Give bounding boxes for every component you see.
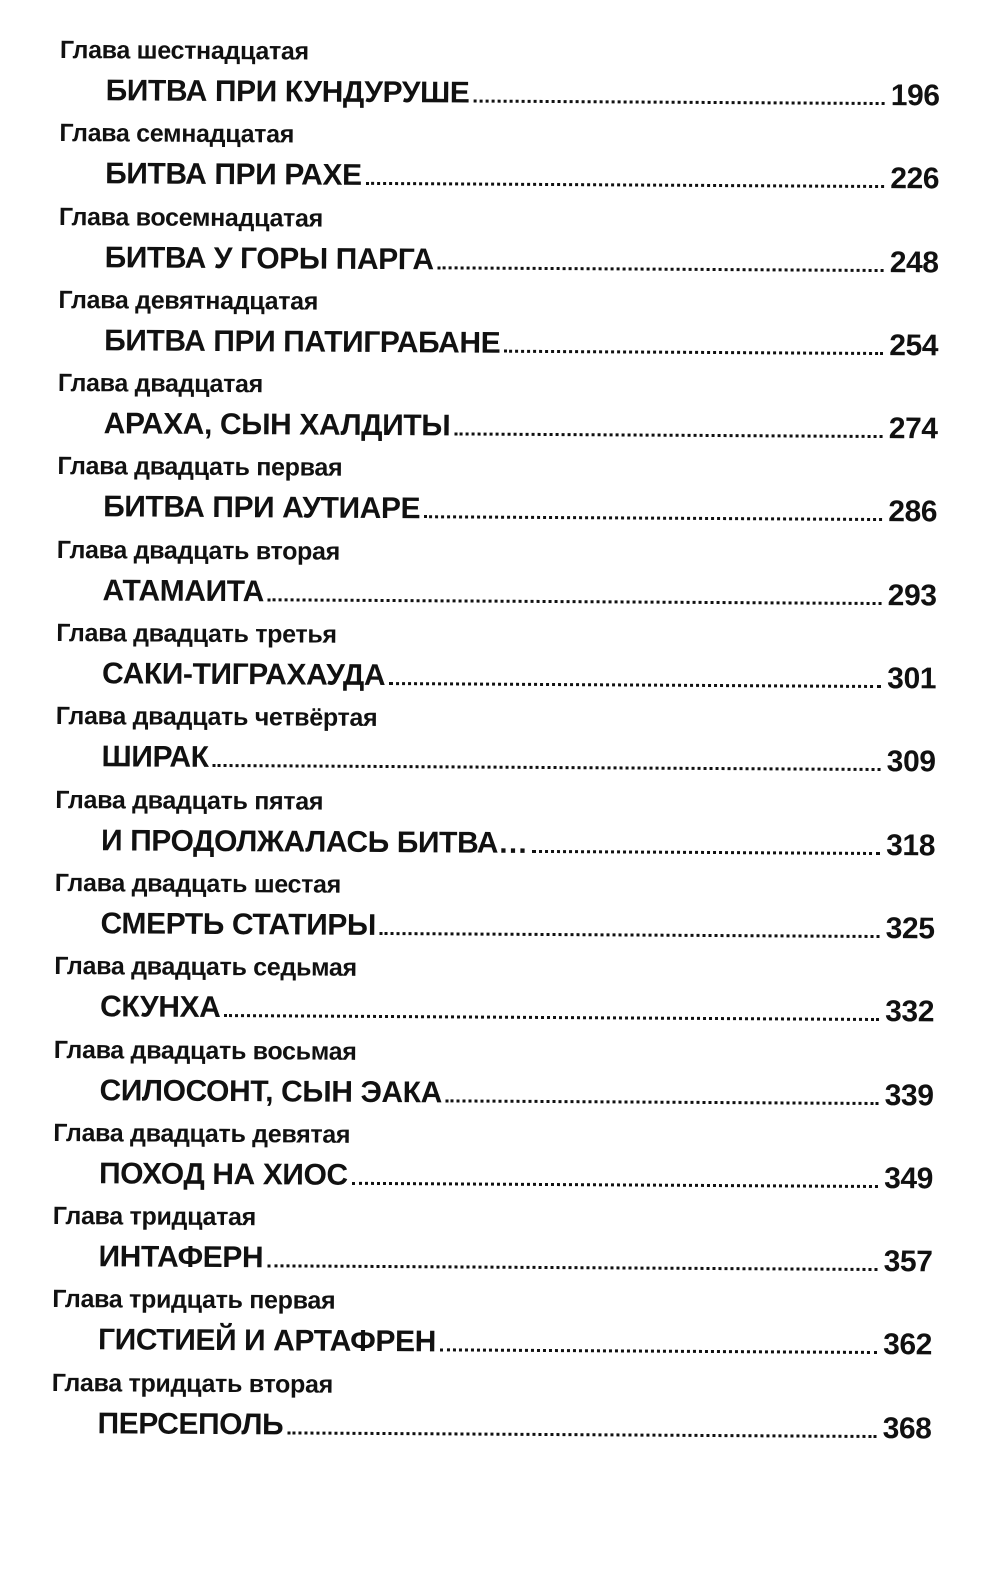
chapter-title: ШИРАК — [101, 740, 209, 775]
chapter-title: БИТВА ПРИ РАХЕ — [105, 157, 362, 193]
chapter-title: БИТВА ПРИ ПАТИГРАБАНЕ — [104, 324, 501, 360]
page-number: 349 — [884, 1161, 934, 1196]
chapter-label: Глава тридцать первая — [52, 1285, 336, 1316]
dot-leader — [366, 182, 885, 188]
chapter-label: Глава двадцатая — [57, 369, 264, 399]
toc-entry[interactable] — [57, 452, 937, 541]
dot-leader — [267, 1264, 877, 1271]
dot-leader — [440, 1349, 877, 1355]
chapter-label: Глава двадцать третья — [56, 619, 337, 649]
toc-entry[interactable] — [53, 1119, 933, 1208]
dot-leader — [438, 266, 884, 272]
page-number: 357 — [883, 1245, 933, 1279]
title-line — [104, 324, 938, 363]
dot-leader — [352, 1182, 878, 1188]
chapter-title: БИТВА У ГОРЫ ПАРГА — [104, 240, 434, 276]
dot-leader — [224, 1014, 879, 1021]
toc-entry[interactable] — [52, 1285, 932, 1374]
dot-leader — [424, 516, 882, 522]
page-number: 301 — [887, 662, 937, 696]
chapter-label: Глава девятнадцатая — [58, 285, 319, 316]
title-line — [100, 907, 934, 946]
toc-entry[interactable] — [55, 702, 935, 791]
title-line — [105, 241, 939, 280]
title-line — [105, 158, 939, 197]
chapter-label: Глава двадцать девятая — [53, 1118, 351, 1149]
title-line — [100, 991, 934, 1030]
page-number: 309 — [886, 745, 936, 779]
page-number: 254 — [889, 328, 939, 363]
toc-entry[interactable] — [59, 119, 939, 208]
title-line — [102, 657, 936, 696]
dot-leader — [268, 598, 882, 605]
chapter-title: БИТВА ПРИ АУТИАРЕ — [103, 490, 421, 526]
toc-entry[interactable] — [59, 36, 939, 125]
chapter-label: Глава двадцать вторая — [56, 535, 341, 566]
title-line — [101, 824, 935, 863]
dot-leader — [389, 682, 881, 688]
dot-leader — [380, 932, 880, 938]
dot-leader — [446, 1099, 879, 1105]
toc-entry[interactable] — [54, 869, 934, 958]
title-line — [103, 491, 937, 530]
toc-entry[interactable] — [57, 369, 937, 458]
chapter-title: ПОХОД НА ХИОС — [98, 1157, 348, 1192]
chapter-label: Глава двадцать восьмая — [53, 1035, 357, 1066]
title-line — [98, 1240, 932, 1279]
page-number: 286 — [888, 495, 938, 529]
chapter-title: ИНТАФЕРН — [98, 1240, 264, 1275]
title-line — [101, 741, 935, 780]
page-number: 226 — [890, 162, 940, 196]
page-number: 196 — [890, 79, 940, 113]
chapter-label: Глава двадцать седьмая — [54, 952, 357, 983]
page-number: 362 — [883, 1328, 933, 1362]
title-line — [99, 1157, 933, 1196]
chapter-title: СИЛОСОНТ, СЫН ЭАКА — [99, 1073, 442, 1109]
chapter-label: Глава двадцать первая — [57, 452, 343, 483]
dot-leader — [454, 433, 883, 439]
toc-entry[interactable] — [55, 786, 935, 875]
chapter-title: СКУНХА — [99, 990, 221, 1025]
toc-entry[interactable] — [58, 286, 938, 375]
chapter-title: БИТВА ПРИ КУНДУРУШЕ — [105, 74, 470, 110]
title-line — [106, 74, 940, 113]
chapter-label: Глава двадцать пятая — [55, 785, 324, 816]
chapter-label: Глава двадцать шестая — [54, 868, 342, 899]
title-line — [99, 1074, 933, 1113]
chapter-title: АТАМАИТА — [102, 574, 265, 609]
chapter-label: Глава тридцатая — [52, 1202, 257, 1232]
toc-entry[interactable] — [52, 1202, 932, 1291]
chapter-label: Глава тридцать вторая — [51, 1368, 334, 1399]
toc-entry[interactable] — [56, 536, 936, 625]
chapter-label: Глава двадцать четвёртая — [55, 702, 378, 733]
chapter-title: ГИСТИЕЙ И АРТАФРЕН — [97, 1323, 437, 1359]
chapter-title: САКИ-ТИГРАХАУДА — [102, 657, 386, 693]
page-number: 332 — [885, 995, 935, 1029]
chapter-title: И ПРОДОЛЖАЛАСЬ БИТВА… — [100, 823, 528, 860]
toc-entry[interactable] — [58, 203, 938, 292]
toc-entry[interactable] — [54, 952, 934, 1041]
title-line — [98, 1324, 932, 1363]
toc-entry[interactable] — [56, 619, 936, 708]
chapter-title: АРАХА, СЫН ХАЛДИТЫ — [103, 407, 451, 443]
chapter-title: СМЕРТЬ СТАТИРЫ — [100, 907, 376, 942]
chapter-label: Глава восемнадцатая — [58, 202, 324, 233]
toc-entry[interactable] — [53, 1036, 933, 1125]
chapter-title: ПЕРСЕПОЛЬ — [97, 1407, 284, 1442]
page-number: 325 — [885, 912, 935, 946]
toc-entry[interactable] — [51, 1369, 931, 1458]
page-number: 293 — [887, 578, 937, 613]
dot-leader — [504, 350, 883, 355]
page-number: 248 — [889, 245, 939, 279]
page-number: 274 — [888, 412, 938, 446]
dot-leader — [532, 850, 881, 855]
dot-leader — [287, 1431, 876, 1438]
dot-leader — [473, 100, 884, 106]
page-number: 339 — [884, 1078, 934, 1112]
page-number: 318 — [886, 828, 936, 863]
title-line — [104, 407, 938, 446]
title-line — [103, 574, 937, 613]
chapter-label: Глава семнадцатая — [59, 119, 295, 149]
table-of-contents — [51, 36, 940, 1457]
page-number: 368 — [882, 1411, 932, 1446]
chapter-label: Глава шестнадцатая — [59, 36, 309, 66]
dot-leader — [213, 764, 881, 771]
title-line — [97, 1407, 931, 1446]
